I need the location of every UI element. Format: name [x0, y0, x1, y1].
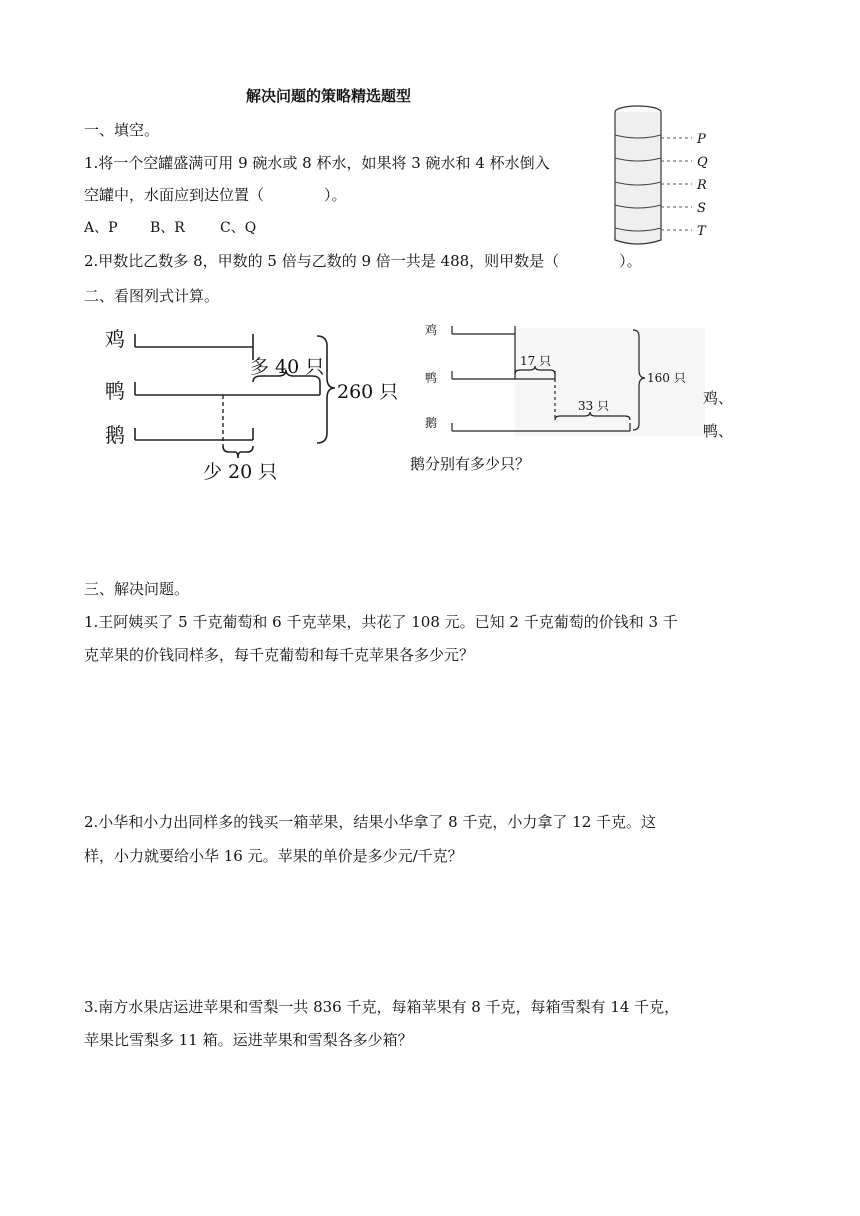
fill-q1-option-c: C、Q — [220, 220, 257, 236]
d2-row-duck: 鸭 — [425, 371, 438, 385]
solve-q3-line1: 3.南方水果店运进苹果和雪梨一共 836 千克，每箱苹果有 8 千克，每箱雪梨有 14 千克， — [84, 998, 680, 1016]
page-title: 解决问题的策略精选题型 — [246, 87, 412, 105]
d1-total-label: 260 只 — [337, 381, 399, 403]
section-fill-heading: 一、填空。 — [84, 121, 160, 139]
solve-q2-line1: 2.小华和小力出同样多的钱买一箱苹果，结果小华拿了 8 千克，小力拿了 12 千克。这 — [84, 813, 657, 831]
d2-label-17: 17 只 — [520, 354, 552, 368]
d2-row-goose: 鹅 — [425, 416, 438, 430]
line-diagram-1 — [95, 318, 405, 488]
jar-label-s: S — [697, 201, 706, 216]
jar-figure — [600, 100, 720, 250]
d1-row-duck: 鸭 — [105, 379, 125, 403]
d2-label-33: 33 只 — [578, 399, 610, 413]
q-part-chicken: 鸡、 — [703, 389, 734, 407]
jar-label-p: P — [697, 132, 706, 147]
jar-label-t: T — [697, 224, 706, 239]
section-figure-heading: 二、看图列式计算。 — [84, 287, 220, 305]
solve-q3-line2: 苹果比雪梨多 11 箱。运进苹果和雪梨各多少箱？ — [84, 1031, 413, 1049]
fill-q1-line2: 空罐中，水面应到达位置（ ）。 — [84, 186, 347, 204]
d1-row-chicken: 鸡 — [105, 327, 125, 351]
fill-q2: 2.甲数比乙数多 8，甲数的 5 倍与乙数的 9 倍一共是 488，则甲数是（ ）。 — [84, 252, 642, 270]
d1-row-goose: 鹅 — [105, 423, 125, 447]
fill-q1-option-b: B、R — [150, 220, 185, 236]
q-part-duck: 鸭、 — [703, 422, 734, 440]
d2-row-chicken: 鸡 — [425, 323, 438, 337]
jar-label-q: Q — [697, 155, 708, 170]
solve-q1-line1: 1.王阿姨买了 5 千克葡萄和 6 千克苹果，共花了 108 元。已知 2 千克葡萄的价钱和 3 千 — [84, 613, 678, 631]
q-part-goose: 鹅分别有多少只？ — [410, 455, 531, 473]
line-diagram-2 — [420, 318, 705, 443]
jar-label-r: R — [697, 178, 707, 193]
solve-q1-line2: 克苹果的价钱同样多，每千克葡萄和每千克苹果各多少元？ — [84, 646, 475, 664]
section-solve-heading: 三、解决问题。 — [84, 580, 190, 598]
d1-more-label: 多 40 只 — [250, 356, 325, 378]
d2-total-label: 160 只 — [647, 371, 686, 385]
fill-q1-line1: 1.将一个空罐盛满可用 9 碗水或 8 杯水，如果将 3 碗水和 4 杯水倒入 — [84, 154, 550, 172]
fill-q1-option-a: A、P — [84, 220, 118, 236]
solve-q2-line2: 样，小力就要给小华 16 元。苹果的单价是多少元/千克？ — [84, 847, 463, 865]
d1-less-label: 少 20 只 — [203, 461, 278, 483]
